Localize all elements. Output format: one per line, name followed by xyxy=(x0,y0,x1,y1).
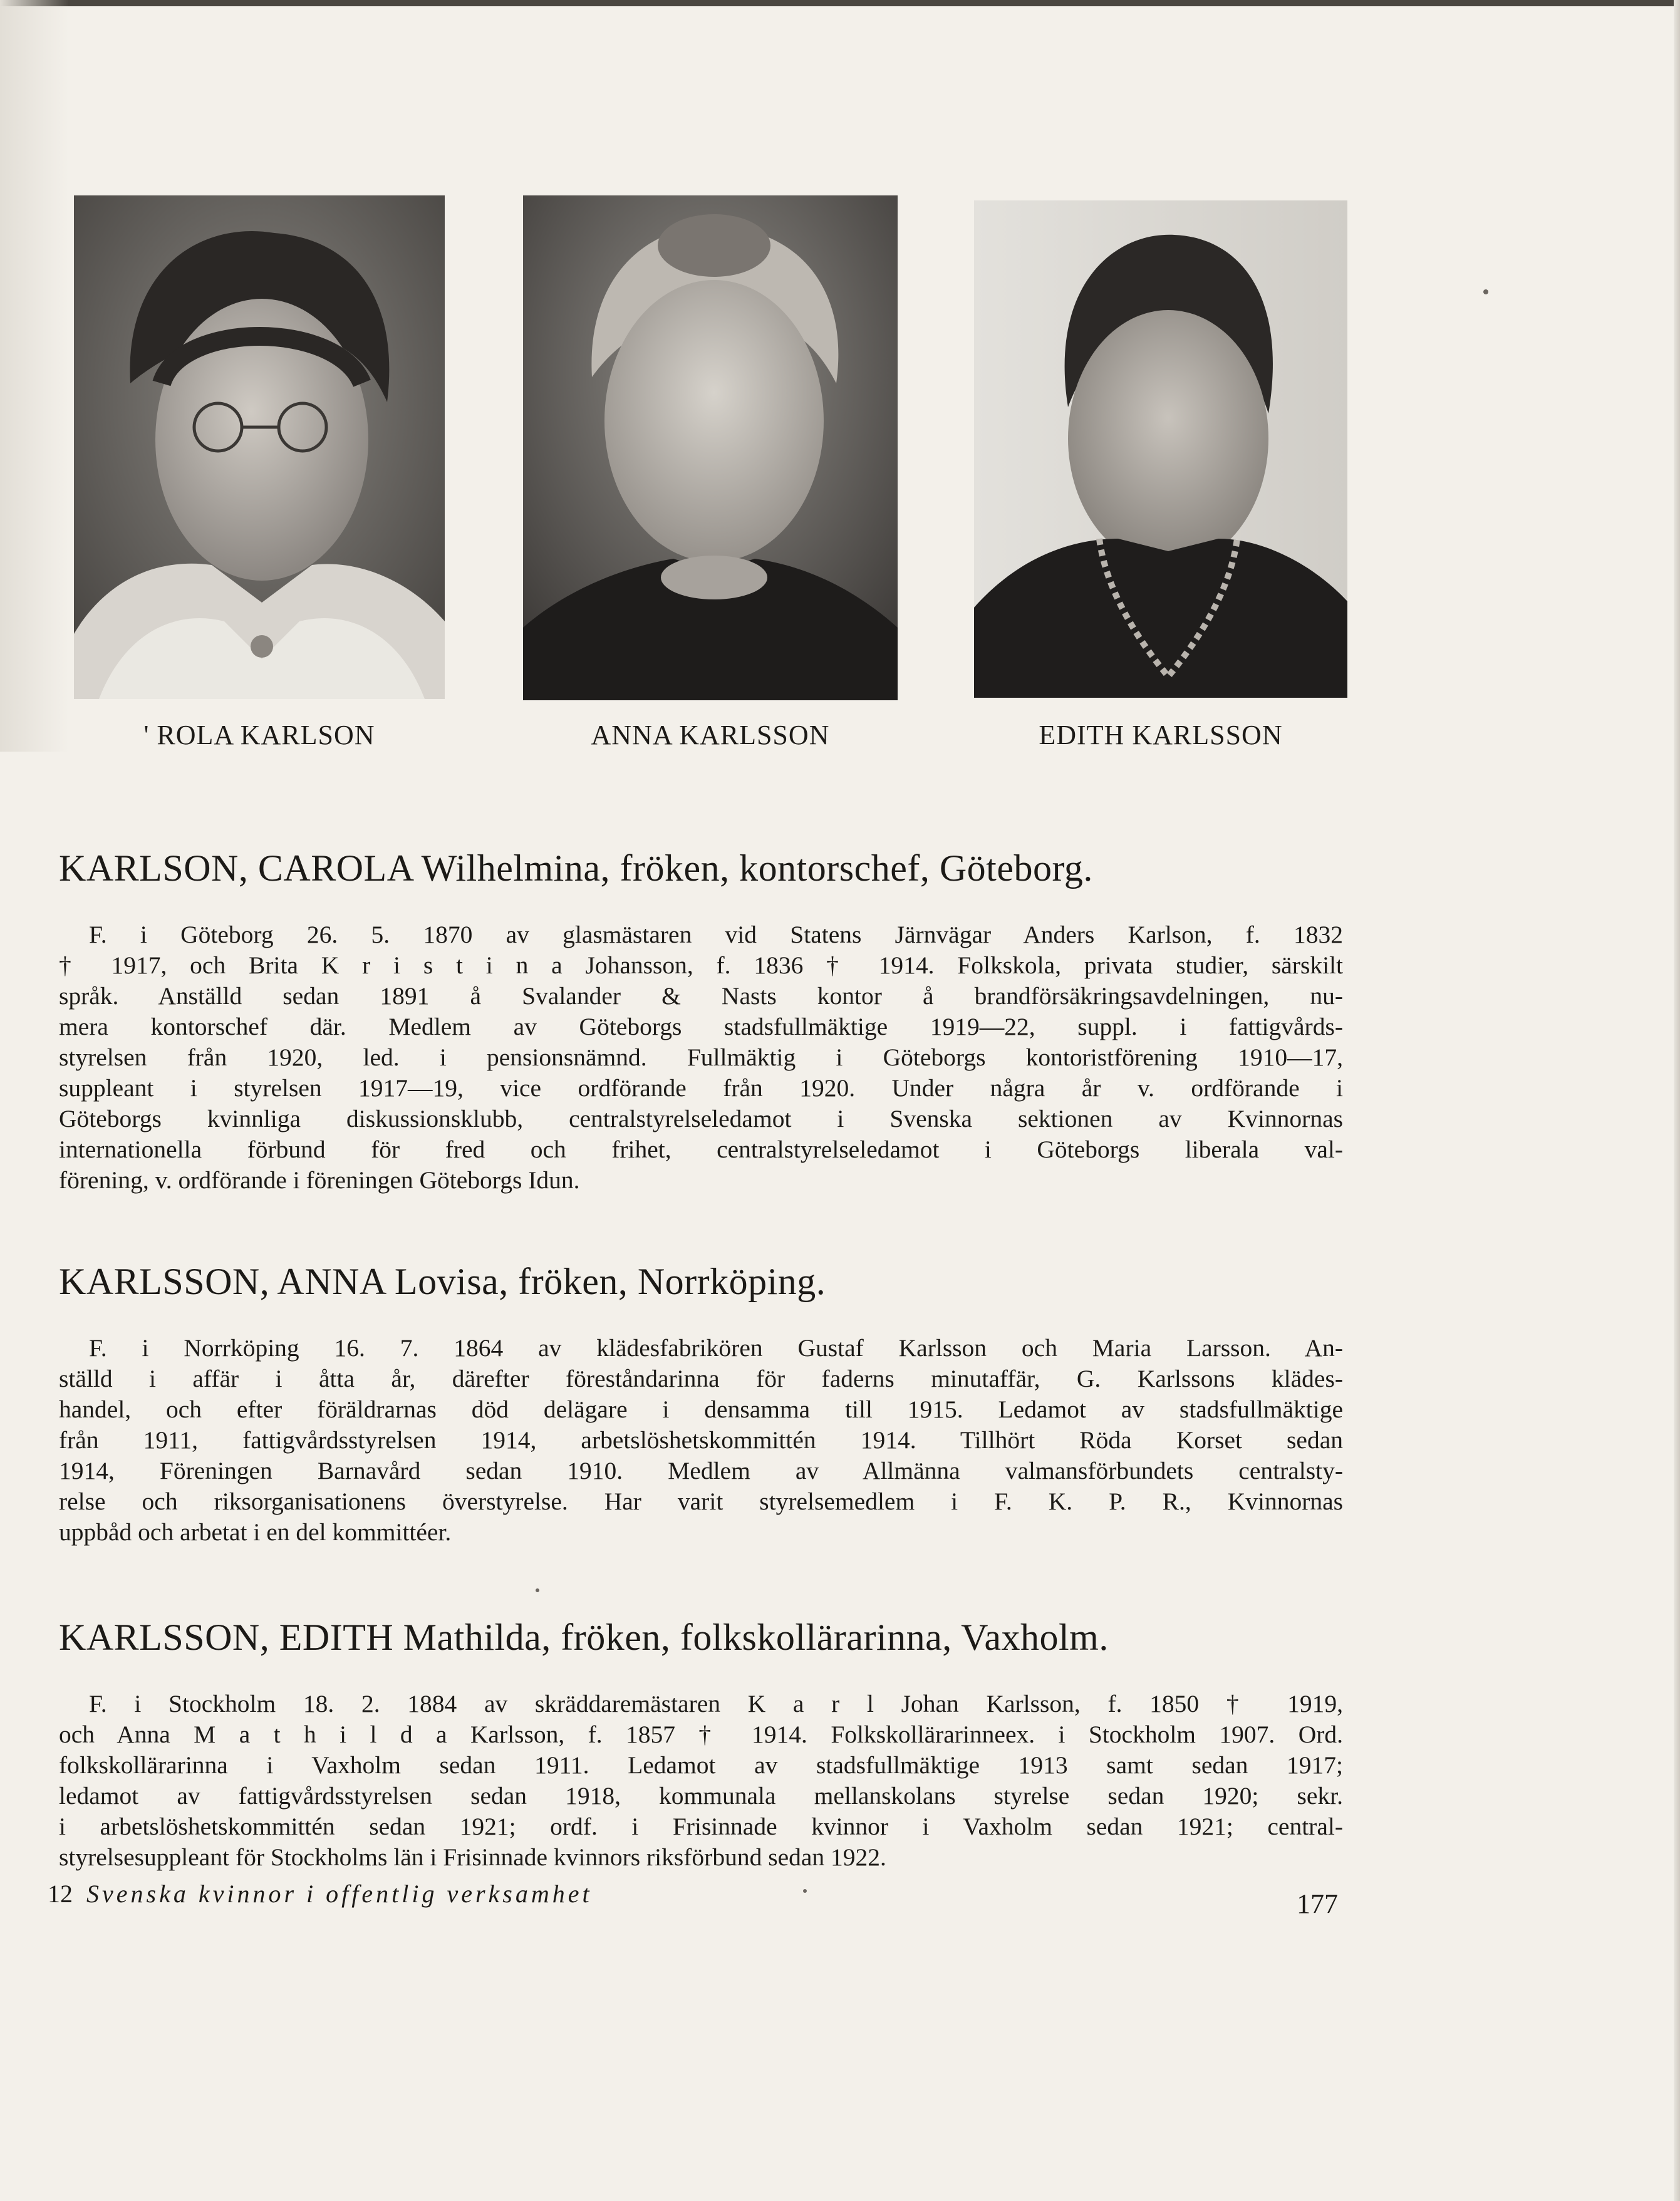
body-line: och Anna M a t h i l d a Karlsson, f. 1857 † 1914. Folkskollärarinneex. i Stockholm 1907. Ord. xyxy=(59,1721,1343,1748)
body-line: språk. Anställd sedan 1891 å Svalander & Nasts kontor å brandförsäkringsavdelningen, nu- xyxy=(59,982,1343,1010)
entry-heading: KARLSSON, ANNA Lovisa, fröken, Norrköping. xyxy=(59,1261,826,1302)
entry-heading: KARLSSON, EDITH Mathilda, fröken, folkskollärarinna, Vaxholm. xyxy=(59,1617,1109,1658)
body-line: Göteborgs kvinnliga diskussionsklubb, centralstyrelseledamot i Svenska sektionen av Kvinnornas xyxy=(59,1105,1343,1132)
entry-body xyxy=(59,1333,1343,1548)
body-line: † 1917, och Brita K r i s t i n a Johansson, f. 1836 † 1914. Folkskola, privata studier, särskilt xyxy=(59,951,1343,979)
body-line: ledamot av fattigvårdsstyrelsen sedan 1918, kommunala mellanskolans styrelse sedan 1920; sekr. xyxy=(59,1782,1343,1810)
body-line: internationella förbund för fred och frihet, centralstyrelseledamot i Göteborgs liberala val- xyxy=(59,1136,1343,1163)
print-speck xyxy=(1483,289,1488,294)
body-line: handel, och efter föräldrarnas död delägare i densamma till 1915. Ledamot av stadsfullmäktige xyxy=(59,1396,1343,1423)
print-speck xyxy=(536,1588,539,1592)
body-line: 1914, Föreningen Barnavård sedan 1910. Medlem av Allmänna valmansförbundets centralsty- xyxy=(59,1457,1343,1484)
biography-entry-edith xyxy=(59,1615,1343,1873)
portrait-caption: EDITH KARLSSON xyxy=(1039,720,1283,750)
print-speck xyxy=(803,1889,807,1893)
portrait-caption: ANNA KARLSSON xyxy=(591,720,830,750)
body-line: från 1911, fattigvårdsstyrelsen 1914, arbetslöshetskommittén 1914. Tillhört Röda Korset sedan xyxy=(59,1426,1343,1454)
body-line: F. i Stockholm 18. 2. 1884 av skräddaremästaren K a r l Johan Karlsson, f. 1850 † 1919, xyxy=(89,1690,1343,1717)
biography-entry-carola xyxy=(59,846,1343,1196)
page-left-shade xyxy=(0,0,69,752)
page-footer xyxy=(48,1879,1338,1923)
body-line: uppbåd och arbetat i en del kommittéer. xyxy=(59,1518,452,1546)
entry-body xyxy=(59,1689,1343,1873)
book-title: Svenska kvinnor i offentlig verksamhet xyxy=(86,1880,593,1908)
body-line: förening, v. ordförande i föreningen Göteborgs Idun. xyxy=(59,1166,580,1194)
portrait-photo xyxy=(74,195,445,699)
body-line: relse och riksorganisationens överstyrelse. Har varit styrelsemedlem i F. K. P. R., Kvinnornas xyxy=(59,1488,1343,1515)
body-line: suppleant i styrelsen 1917—19, vice ordförande från 1920. Under några år v. ordförande i xyxy=(59,1074,1343,1102)
footer-signature xyxy=(48,1879,593,1908)
body-line: F. i Norrköping 16. 7. 1864 av klädesfabrikören Gustaf Karlsson och Maria Larsson. An- xyxy=(89,1334,1343,1362)
page-right-edge xyxy=(1674,0,1680,2201)
body-line: ställd i affär i åtta år, därefter föreståndarinna för faderns minutaffär, G. Karlssons klädes- xyxy=(59,1365,1343,1392)
body-line: mera kontorschef där. Medlem av Göteborgs stadsfullmäktige 1919—22, suppl. i fattigvårds- xyxy=(59,1013,1343,1040)
body-line: styrelsesuppleant för Stockholms län i Frisinnade kvinnors riksförbund sedan 1922. xyxy=(59,1843,886,1871)
body-line: folkskollärarinna i Vaxholm sedan 1911. Ledamot av stadsfullmäktige 1913 samt sedan 1917; xyxy=(59,1751,1343,1779)
page-top-edge xyxy=(0,0,1680,6)
body-line: F. i Göteborg 26. 5. 1870 av glasmästaren vid Statens Järnvägar Anders Karlson, f. 1832 xyxy=(89,921,1343,948)
body-line: styrelsen från 1920, led. i pensionsnämnd. Fullmäktig i Göteborgs kontoristförening 1910—17, xyxy=(59,1044,1343,1071)
portrait-anna-karlsson xyxy=(523,195,898,700)
portrait-photo xyxy=(523,195,898,700)
portrait-photo xyxy=(974,200,1347,698)
biography-entry-anna xyxy=(59,1259,1343,1548)
entry-heading: KARLSON, CAROLA Wilhelmina, fröken, kontorschef, Göteborg. xyxy=(59,847,1093,889)
entry-body xyxy=(59,919,1343,1196)
page-number: 177 xyxy=(1297,1888,1338,1919)
signature-number: 12 xyxy=(48,1880,73,1908)
body-line: i arbetslöshetskommittén sedan 1921; ordf. i Frisinnade kvinnor i Vaxholm sedan 1921; central- xyxy=(59,1813,1343,1840)
portrait-carola-karlson xyxy=(74,195,445,699)
portrait-caption: ' ROLA KARLSON xyxy=(143,720,375,750)
portrait-edith-karlsson xyxy=(974,200,1347,698)
